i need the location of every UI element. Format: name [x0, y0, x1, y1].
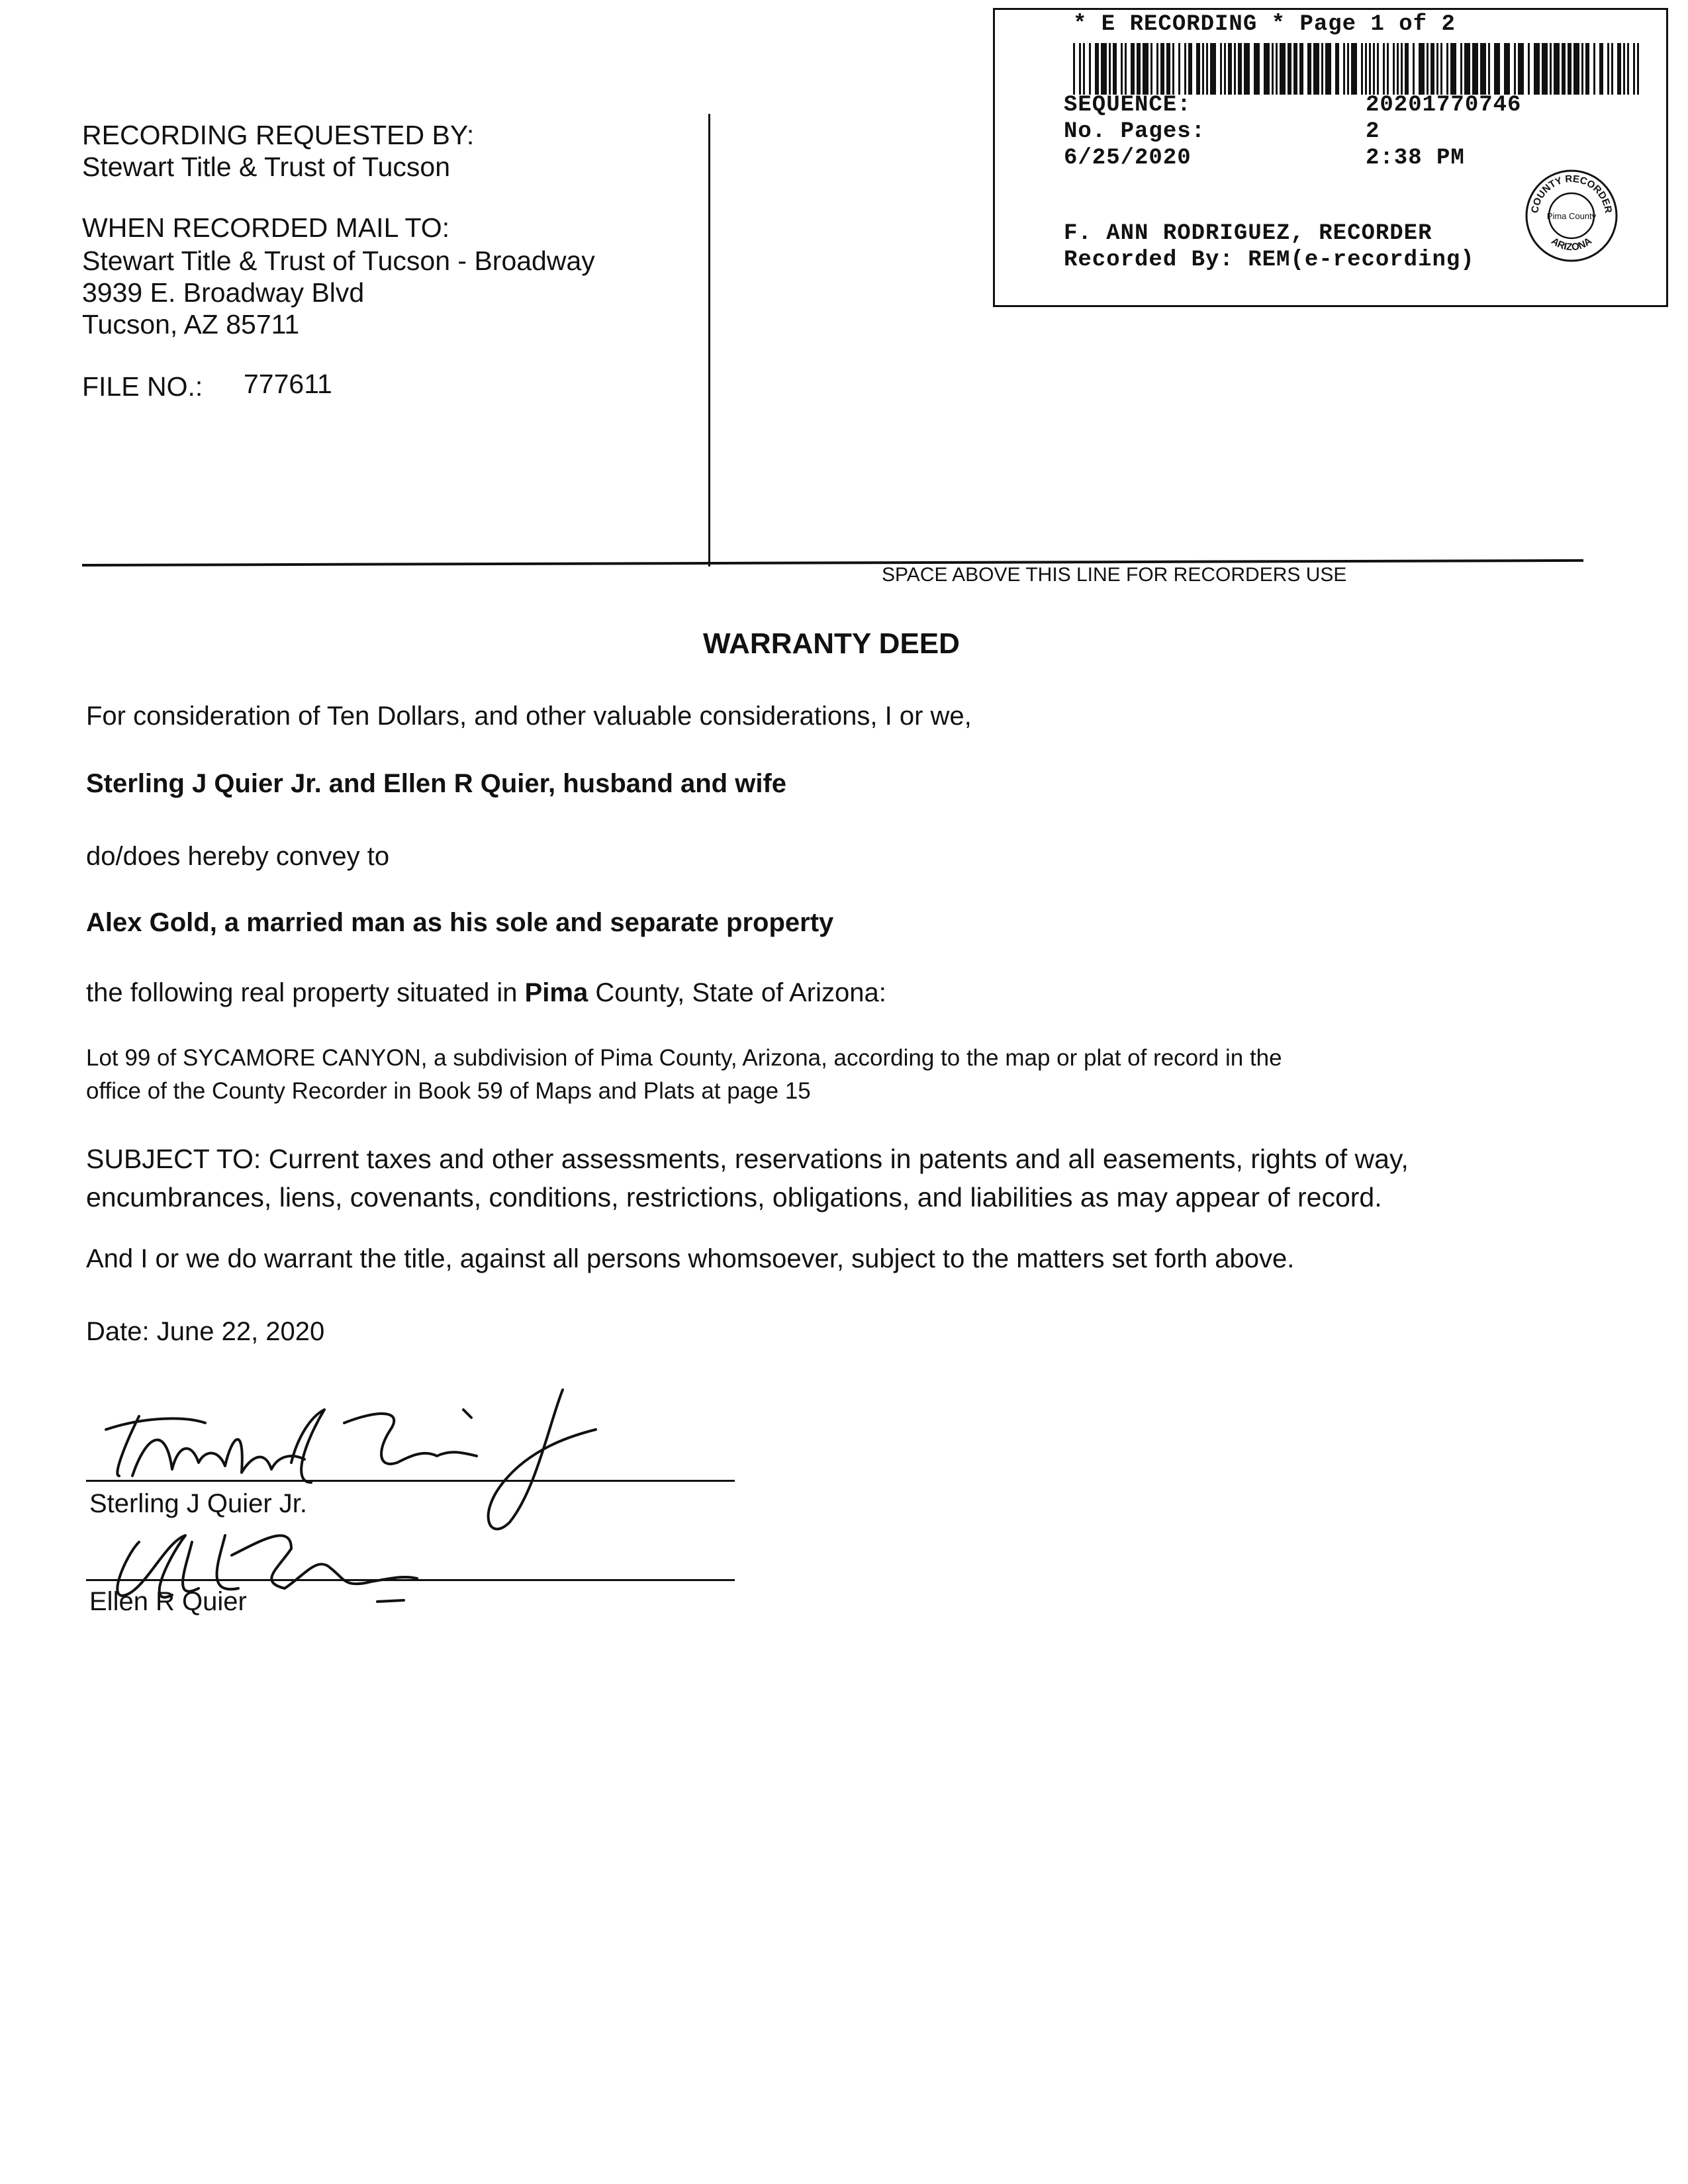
pages-value: 2 [1366, 119, 1380, 144]
warrant-text: And I or we do warrant the title, against all persons whomsoever, subject to the matters set forth above. [86, 1244, 1295, 1273]
county-name: Pima [524, 978, 588, 1007]
sequence-label: SEQUENCE: [1064, 93, 1192, 118]
mail-to-street: 3939 E. Broadway Blvd [82, 277, 365, 308]
seal-text-center: Pima County [1546, 211, 1597, 221]
mail-to-name: Stewart Title & Trust of Tucson - Broadway [82, 246, 595, 276]
grantors: Sterling J Quier Jr. and Ellen R Quier, husband and wife [86, 769, 787, 798]
recorded-by: Recorded By: REM(e-recording) [1064, 248, 1475, 273]
seal-text-top: COUNTY RECORDER [1529, 173, 1614, 214]
recording-stamp [993, 8, 1668, 307]
recording-time: 2:38 PM [1366, 146, 1465, 171]
recorder-name: F. ANN RODRIGUEZ, RECORDER [1064, 221, 1432, 246]
recording-date: 6/25/2020 [1064, 146, 1192, 171]
sequence-value: 20201770746 [1366, 93, 1522, 118]
barcode-icon [1073, 43, 1640, 95]
signature-ellen [93, 1516, 437, 1615]
subject-to-line-1: SUBJECT TO: Current taxes and other assessments, reservations in patents and all easements, rights of way, [86, 1144, 1409, 1174]
legal-description-line-2: office of the County Recorder in Book 59 of Maps and Plats at page 15 [86, 1078, 811, 1104]
property-location [86, 978, 886, 1008]
header-divider-vertical [708, 114, 710, 567]
document-title: WARRANTY DEED [703, 627, 960, 660]
property-prefix: the following real property situated in [86, 978, 525, 1007]
signer-name-2: Ellen R Quier [89, 1587, 247, 1616]
file-no-label: FILE NO.: [82, 371, 203, 402]
requested-by-value: Stewart Title & Trust of Tucson [82, 152, 451, 182]
property-suffix: County, State of Arizona: [588, 978, 886, 1007]
signer-name-1: Sterling J Quier Jr. [89, 1489, 308, 1518]
stamp-header-line: * E RECORDING * Page 1 of 2 [1073, 12, 1456, 37]
seal-text-bottom: ARIZONA [1549, 235, 1594, 253]
mail-to-city: Tucson, AZ 85711 [82, 309, 300, 340]
grantee: Alex Gold, a married man as his sole and separate property [86, 908, 834, 937]
recorder-space-line [82, 559, 1583, 567]
mail-to-label: WHEN RECORDED MAIL TO: [82, 212, 450, 243]
consideration-text: For consideration of Ten Dollars, and other valuable considerations, I or we, [86, 702, 972, 731]
space-above-note: SPACE ABOVE THIS LINE FOR RECORDERS USE [882, 564, 1347, 586]
county-seal-icon [1523, 167, 1620, 264]
convey-text: do/does hereby convey to [86, 842, 390, 871]
requested-by-label: RECORDING REQUESTED BY: [82, 120, 475, 150]
legal-description-line-1: Lot 99 of SYCAMORE CANYON, a subdivision of Pima County, Arizona, according to the map or plat of record in the [86, 1045, 1282, 1071]
subject-to-line-2: encumbrances, liens, covenants, conditions, restrictions, obligations, and liabilities as may appear of record. [86, 1182, 1382, 1212]
signature-date: Date: June 22, 2020 [86, 1317, 325, 1346]
pages-label: No. Pages: [1064, 119, 1206, 144]
file-no-value: 777611 [244, 369, 332, 399]
